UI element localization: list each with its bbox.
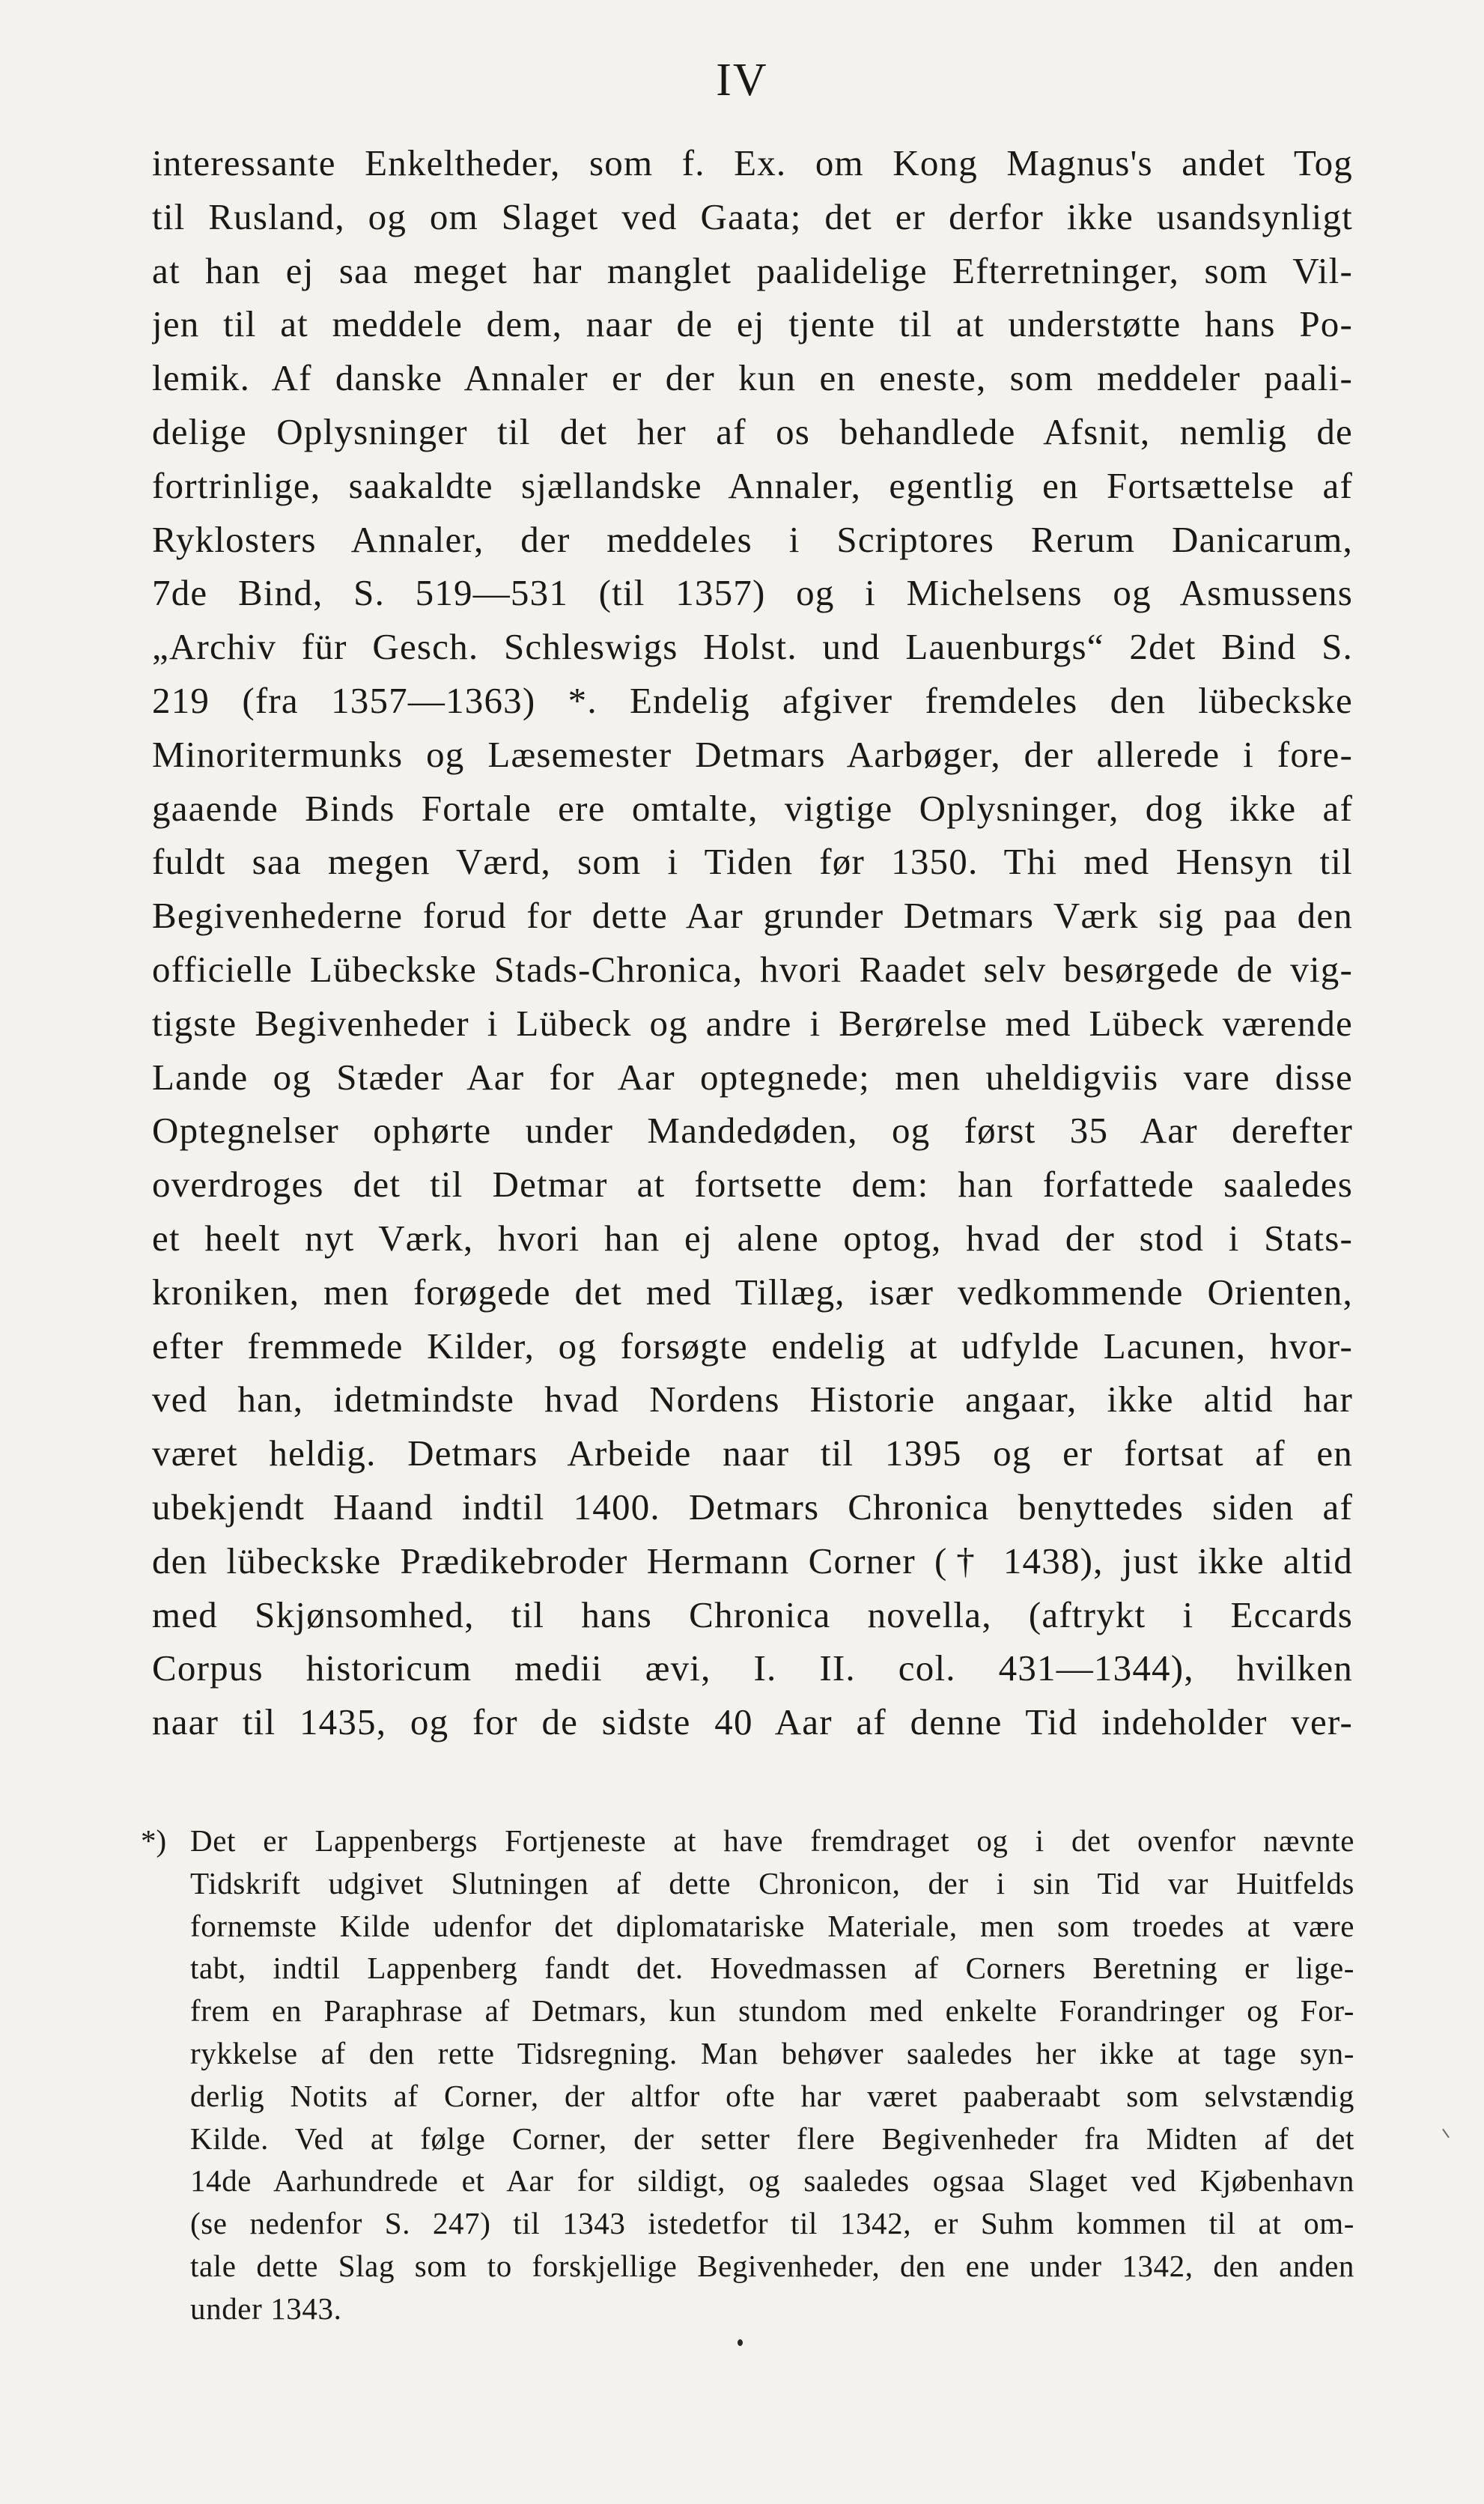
- scan-speck: [738, 2339, 743, 2346]
- body-line: fuldt saa megen Værd, som i Tiden før 1350. Thi med Hensyn til: [152, 841, 1353, 883]
- scan-mark: [1442, 2129, 1450, 2139]
- body-line: 7de Bind, S. 519—531 (til 1357) og i Michelsens og Asmussens: [152, 572, 1353, 614]
- body-line: til Rusland, og om Slaget ved Gaata; det er derfor ikke usandsynligt: [152, 195, 1353, 237]
- footnote-line: rykkelse af den rette Tidsregning. Man behøver saaledes her ikke at tage syn-: [190, 2035, 1354, 2070]
- footnote: [141, 1820, 1354, 2330]
- body-line: officielle Lübeckske Stads-Chronica, hvori Raadet selv besørgede de vig-: [152, 948, 1353, 990]
- body-line: kroniken, men forøgede det med Tillæg, især vedkommende Orienten,: [152, 1271, 1353, 1313]
- footnote-line: tabt, indtil Lappenberg fandt det. Hovedmassen af Corners Beretning er lige-: [190, 1951, 1354, 1986]
- footnote-line: Kilde. Ved at følge Corner, der setter flere Begivenheder fra Midten af det: [190, 2121, 1354, 2156]
- footnote-line-text: Det er Lappenbergs Fortjeneste at have fremdraget og i det ovenfor nævnte: [190, 1823, 1354, 1858]
- body-line: med Skjønsomhed, til hans Chronica novella, (aftrykt i Eccards: [152, 1593, 1353, 1635]
- footnote-line: fornemste Kilde udenfor det diplomatariske Materiale, men som troedes at være: [190, 1908, 1354, 1943]
- body-line: at han ej saa meget har manglet paalidelige Efterretninger, som Vil-: [152, 249, 1353, 291]
- body-text: [152, 136, 1353, 1749]
- body-line: Begivenhederne forud for dette Aar grunder Detmars Værk sig paa den: [152, 895, 1353, 937]
- footnote-line: frem en Paraphrase af Detmars, kun stundom med enkelte Forandringer og For-: [190, 1993, 1354, 2029]
- body-line: jen til at meddele dem, naar de ej tjente til at understøtte hans Po-: [152, 303, 1353, 345]
- footnote-line: derlig Notits af Corner, der altfor ofte har været paaberaabt som selvstændig: [190, 2078, 1354, 2113]
- body-line: Ryklosters Annaler, der meddeles i Scriptores Rerum Danicarum,: [152, 518, 1353, 560]
- footnote-line: [141, 1820, 1354, 1862]
- body-line: Lande og Stæder Aar for Aar optegnede; men uheldigviis vare disse: [152, 1056, 1353, 1098]
- body-line: interessante Enkeltheder, som f. Ex. om Kong Magnus's andet Tog: [152, 142, 1353, 183]
- footnote-line: Tidskrift udgivet Slutningen af dette Chronicon, der i sin Tid var Huitfelds: [190, 1865, 1354, 1900]
- footnote-line: tale dette Slag som to forskjellige Begivenheder, den ene under 1342, den anden: [190, 2248, 1354, 2283]
- body-line: et heelt nyt Værk, hvori han ej alene optog, hvad der stod i Stats-: [152, 1217, 1353, 1259]
- body-line: naar til 1435, og for de sidste 40 Aar af denne Tid indeholder ver-: [152, 1701, 1353, 1743]
- footnote-line: (se nedenfor S. 247) til 1343 istedetfor til 1342, er Suhm kommen til at om-: [190, 2206, 1354, 2241]
- body-line: den lübeckske Prædikebroder Hermann Corner († 1438), just ikke altid: [152, 1540, 1353, 1581]
- body-line: delige Oplysninger til det her af os behandlede Afsnit, nemlig de: [152, 410, 1353, 452]
- body-line: overdroges det til Detmar at fortsette dem: han forfattede saaledes: [152, 1164, 1353, 1206]
- body-line: „Archiv für Gesch. Schleswigs Holst. und Lauenburgs“ 2det Bind S.: [152, 626, 1353, 668]
- footnote-marker: *): [141, 1823, 167, 1858]
- body-line: 219 (fra 1357—1363) *. Endelig afgiver fremdeles den lübeckske: [152, 679, 1353, 721]
- body-line: været heldig. Detmars Arbeide naar til 1395 og er fortsat af en: [152, 1432, 1353, 1474]
- body-line: fortrinlige, saakaldte sjællandske Annaler, egentlig en Fortsættelse af: [152, 464, 1353, 506]
- body-line: tigste Begivenheder i Lübeck og andre i Berørelse med Lübeck værende: [152, 1002, 1353, 1044]
- body-line: Corpus historicum medii ævi, I. II. col. 431—1344), hvilken: [152, 1647, 1353, 1689]
- footnote-line: under 1343.: [190, 2291, 342, 2326]
- page-number: IV: [716, 55, 768, 106]
- body-line: gaaende Binds Fortale ere omtalte, vigtige Oplysninger, dog ikke af: [152, 787, 1353, 829]
- body-line: ubekjendt Haand indtil 1400. Detmars Chronica benyttedes siden af: [152, 1486, 1353, 1528]
- body-line: Optegnelser ophørte under Mandedøden, og først 35 Aar derefter: [152, 1110, 1353, 1152]
- footnote-line: 14de Aarhundrede et Aar for sildigt, og saaledes ogsaa Slaget ved Kjøbenhavn: [190, 2163, 1354, 2198]
- body-line: ved han, idetmindste hvad Nordens Historie angaar, ikke altid har: [152, 1379, 1353, 1420]
- body-line: lemik. Af danske Annaler er der kun en eneste, som meddeler paali-: [152, 357, 1353, 399]
- body-line: efter fremmede Kilder, og forsøgte endelig at udfylde Lacunen, hvor-: [152, 1325, 1353, 1367]
- body-line: Minoritermunks og Læsemester Detmars Aarbøger, der allerede i fore-: [152, 733, 1353, 775]
